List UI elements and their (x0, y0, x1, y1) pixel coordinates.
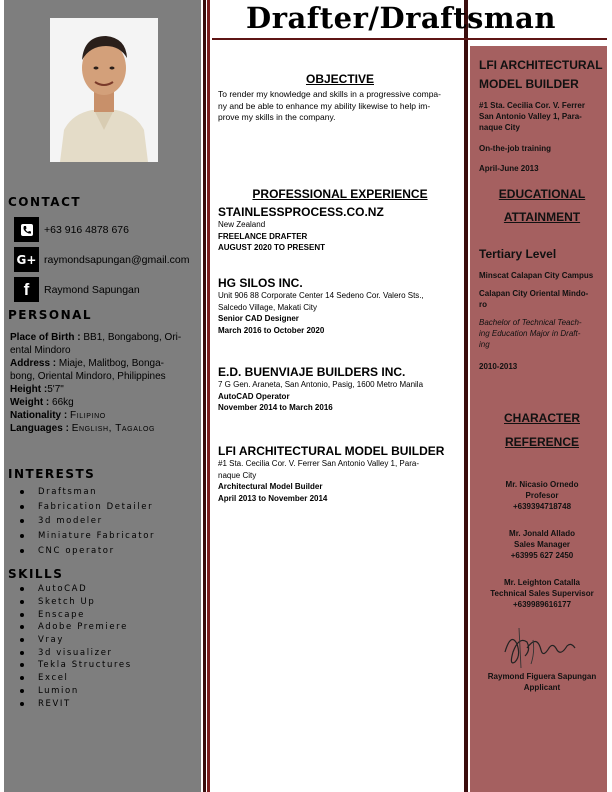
list-item: Lumion (10, 685, 132, 698)
height-value: 5'7" (47, 384, 64, 395)
applicant-name: Raymond Figuera Sapungan (487, 672, 597, 681)
ojt-address-line1: #1 Sta. Cecilia Cor. V. Ferrer (479, 101, 585, 110)
list-item: Excel (10, 672, 132, 685)
personal-info (10, 331, 198, 435)
nationality-value: Filipino (70, 410, 106, 421)
address-label: Address : (10, 358, 57, 369)
reference-role: Profesor (525, 491, 559, 500)
ojt-date: April-June 2013 (479, 164, 539, 173)
reference-entry (479, 528, 605, 561)
nationality-label: Nationality : (10, 410, 68, 421)
job-company: LFI ARCHITECTURAL MODEL BUILDER (218, 444, 445, 458)
languages-value: English, Tagalog (71, 423, 156, 434)
phone-icon (14, 217, 39, 242)
reference-role: Technical Sales Supervisor (490, 589, 594, 598)
weight-value: 66kg (52, 397, 74, 408)
portrait-illustration (50, 18, 158, 162)
ojt-section (479, 56, 605, 174)
experience-heading: PROFESSIONAL EXPERIENCE (252, 187, 428, 201)
signature-image (497, 622, 581, 670)
ojt-company-line1: LFI ARCHITECTURAL (479, 58, 603, 72)
interests-list (10, 485, 155, 558)
divider-right (464, 0, 468, 792)
objective-section (218, 72, 462, 124)
objective-text (218, 89, 462, 124)
job-entry (218, 205, 462, 254)
list-item: Miniature Fabricator (10, 529, 155, 544)
education-section (479, 183, 605, 372)
languages-label: Languages : (10, 423, 69, 434)
objective-heading: OBJECTIVE (305, 72, 374, 86)
job-detail: Unit 906 88 Corporate Center 14 Sedeno Cor. Valero Sts., (218, 291, 424, 300)
job-detail: AUGUST 2020 TO PRESENT (218, 243, 325, 252)
education-degree-line3: ing (479, 340, 490, 349)
job-detail: April 2013 to November 2014 (218, 493, 328, 503)
list-item: Fabrication Detailer (10, 500, 155, 515)
job-detail: New Zealand (218, 220, 266, 229)
contact-phone-row (14, 217, 129, 242)
list-item: Enscape (10, 608, 132, 621)
education-city-line1: Calapan City Oriental Mindo- (479, 289, 589, 298)
profile-photo (50, 18, 158, 162)
list-item: AutoCAD (10, 583, 132, 596)
job-company: HG SILOS INC. (218, 276, 303, 290)
contact-email-row (14, 247, 189, 272)
job-entry (218, 365, 462, 414)
applicant-label: Applicant (523, 683, 561, 692)
education-degree-line2: ing Education Major in Draft- (479, 329, 581, 338)
education-school: Minscat Calapan City Campus (479, 271, 594, 280)
list-item: 3d visualizer (10, 646, 132, 659)
birth-line2: ental Mindoro (10, 345, 71, 356)
job-entry (218, 444, 462, 504)
ojt-address-line2: San Antonio Valley 1, Para- (479, 112, 582, 121)
reference-entry (479, 577, 605, 610)
list-item: Adobe Premiere (10, 621, 132, 634)
contact-email[interactable]: raymondsapungan@gmail.com (44, 253, 190, 266)
job-detail: Salcedo Village, Makati City (218, 302, 318, 312)
job-detail: Architectural Model Builder (218, 482, 323, 491)
job-company: E.D. BUENVIAJE BUILDERS INC. (218, 365, 406, 379)
experience-heading-wrap (218, 187, 462, 201)
reference-heading-line1: CHARACTER (504, 411, 580, 425)
list-item: CNC operator (10, 543, 155, 558)
applicant-block (479, 671, 605, 693)
objective-line: prove my skills in the company. (218, 112, 336, 123)
education-heading-line2: ATTAINMENT (503, 210, 581, 224)
contact-facebook[interactable]: Raymond Sapungan (44, 283, 140, 296)
job-detail: FREELANCE DRAFTER (218, 231, 308, 241)
education-heading-line1: EDUCATIONAL (498, 187, 586, 201)
title-rule (212, 38, 607, 40)
skills-list (10, 583, 132, 710)
job-detail: Senior CAD Designer (218, 314, 299, 323)
reference-phone: +639394718748 (512, 502, 572, 511)
skills-heading: SKILLS (8, 567, 64, 581)
contact-heading: CONTACT (8, 195, 82, 209)
list-item: 3d modeler (10, 514, 155, 529)
job-detail: #1 Sta. Cecilia Cor. V. Ferrer San Antonio Valley 1, Para- (218, 459, 419, 468)
birth-line1: BB1, Bongabong, Ori- (83, 332, 182, 343)
divider-red (207, 0, 210, 792)
objective-line: ny and be able to enhance my ability likewise to help im- (218, 100, 431, 111)
job-entry (218, 276, 462, 336)
education-city-line2: ro (479, 300, 487, 309)
page-title: Drafter/Draftsman (246, 1, 556, 35)
weight-label: Weight : (10, 397, 50, 408)
job-detail: March 2016 to October 2020 (218, 325, 325, 335)
list-item: Tekla Structures (10, 659, 132, 672)
ojt-role: On-the-job training (479, 144, 551, 153)
list-item: REVIT (10, 697, 132, 710)
job-detail: November 2014 to March 2016 (218, 403, 333, 412)
list-item: Sketch Up (10, 596, 132, 609)
job-detail: AutoCAD Operator (218, 391, 290, 401)
reference-name: Mr. Jonald Allado (509, 529, 575, 538)
reference-phone: +639989616177 (512, 600, 572, 609)
address-line2: bong, Oriental Mindoro, Philippines (10, 371, 166, 382)
education-level: Tertiary Level (479, 247, 557, 261)
job-detail: naque City (218, 470, 257, 480)
ojt-address-line3: naque City (479, 123, 520, 132)
reference-heading-line2: REFERENCE (504, 435, 579, 449)
education-years: 2010-2013 (479, 362, 518, 371)
reference-name: Mr. Nicasio Ornedo (505, 480, 579, 489)
reference-phone: +63995 627 2450 (510, 551, 574, 560)
google-plus-icon: G+ (14, 247, 39, 272)
list-item: Vray (10, 634, 132, 647)
reference-role: Sales Manager (513, 540, 571, 549)
reference-name: Mr. Leighton Catalla (503, 578, 580, 587)
reference-entry (479, 479, 605, 512)
reference-section (479, 406, 605, 454)
left-sidebar (4, 0, 201, 792)
divider-dark (203, 0, 206, 792)
list-item: Draftsman (10, 485, 155, 500)
personal-heading: PERSONAL (8, 308, 93, 322)
education-degree-line1: Bachelor of Technical Teach- (479, 318, 582, 327)
contact-phone: +63 916 4878 676 (44, 223, 129, 236)
objective-line: To render my knowledge and skills in a progressive compa- (218, 89, 441, 99)
ojt-company-line2: MODEL BUILDER (479, 77, 579, 91)
job-company: STAINLESSPROCESS.CO.NZ (218, 205, 384, 219)
contact-facebook-row (14, 277, 140, 302)
facebook-icon: f (14, 277, 39, 302)
birth-label: Place of Birth : (10, 332, 81, 343)
interests-heading: INTERESTS (8, 467, 96, 481)
job-detail: 7 G Gen. Araneta, San Antonio, Pasig, 1600 Metro Manila (218, 380, 424, 389)
address-line1: Miaje, Malitbog, Bonga- (58, 358, 164, 369)
height-label: Height : (10, 384, 48, 395)
